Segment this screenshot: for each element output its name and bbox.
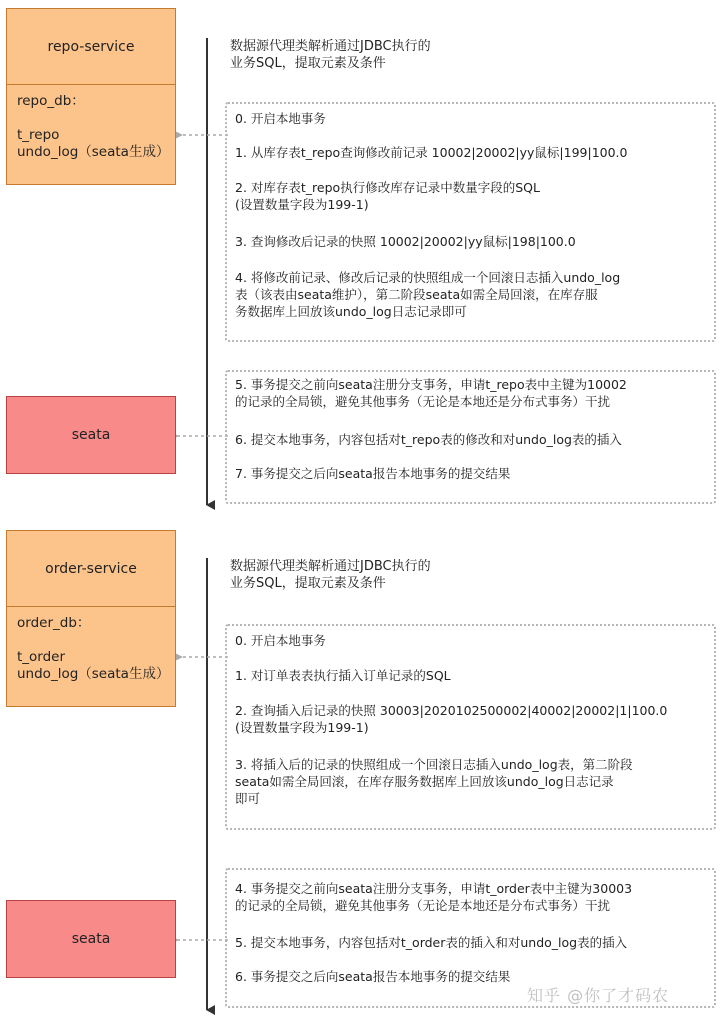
- order-db-box: [6, 607, 176, 707]
- step-item: 4. 将修改前记录、修改后记录的快照组成一个回滚日志插入undo_log 表（该表由seata维护），第二阶段seata如需全局回滚，在库存服 务数据库上回放该undo_log日志记录即可: [235, 270, 621, 319]
- step-item: 4. 事务提交之前向seata注册分支事务，申请t_order表中主键为30003 的记录的全局锁，避免其他事务（无论是本地还是分布式事务）干扰: [235, 881, 633, 913]
- local-transaction-steps-box-2: [225, 624, 716, 830]
- step-item: 3. 将插入后的记录的快照组成一个回滚日志插入undo_log表，第二阶段 seata如需全局回滚，在库存服务数据库上回放该undo_log日志记录 即可: [235, 757, 633, 806]
- step-item: 6. 事务提交之后向seata报告本地事务的提交结果: [235, 969, 511, 984]
- jdbc-proxy-note-1: 数据源代理类解析通过JDBC执行的 业务SQL，提取元素及条件: [230, 39, 431, 71]
- step-item: 6. 提交本地事务，内容包括对t_repo表的修改和对undo_log表的插入: [235, 432, 622, 447]
- seata-box-1: [6, 396, 176, 474]
- step-item: 5. 提交本地事务，内容包括对t_order表的插入和对undo_log表的插入: [235, 935, 628, 950]
- step-item: 2. 查询插入后记录的快照 30003|2020102500002|40002|20002|1|100.0 (设置数量字段为199-1): [235, 703, 668, 735]
- step-item: 2. 对库存表t_repo执行修改库存记录中数量字段的SQL (设置数量字段为199-1): [235, 180, 540, 212]
- step-item: 0. 开启本地事务: [235, 633, 326, 648]
- repo-service-title-box: [6, 8, 176, 85]
- step-item: 0. 开启本地事务: [235, 111, 326, 126]
- jdbc-proxy-note-2: 数据源代理类解析通过JDBC执行的 业务SQL，提取元素及条件: [230, 559, 431, 591]
- step-item: 1. 从库存表t_repo查询修改前记录 10002|20002|yy鼠标|199|100.0: [235, 145, 628, 160]
- order-service-title: order-service: [45, 560, 137, 577]
- repo-db-box: [6, 85, 176, 185]
- step-item: 7. 事务提交之后向seata报告本地事务的提交结果: [235, 466, 511, 481]
- repo-service-title: repo-service: [47, 38, 135, 55]
- seata-label-2: seata: [71, 931, 111, 947]
- seata-label-1: seata: [71, 427, 111, 443]
- local-transaction-steps-box-1: [225, 102, 716, 342]
- repo-db-text: repo_db： t_repo undo_log（seata生成）: [17, 93, 170, 160]
- step-item: 1. 对订单表表执行插入订单记录的SQL: [235, 668, 451, 683]
- seata-box-2: [6, 900, 176, 978]
- step-item: 5. 事务提交之前向seata注册分支事务，申请t_repo表中主键为10002 的记录的全局锁，避免其他事务（无论是本地还是分布式事务）干扰: [235, 377, 627, 409]
- branch-commit-steps-box-1: [225, 370, 716, 504]
- order-db-text: order_db： t_order undo_log（seata生成）: [17, 615, 170, 682]
- watermark: 知乎 @你了才码农: [527, 986, 670, 1005]
- step-item: 3. 查询修改后记录的快照 10002|20002|yy鼠标|198|100.0: [235, 234, 576, 249]
- order-service-title-box: [6, 530, 176, 607]
